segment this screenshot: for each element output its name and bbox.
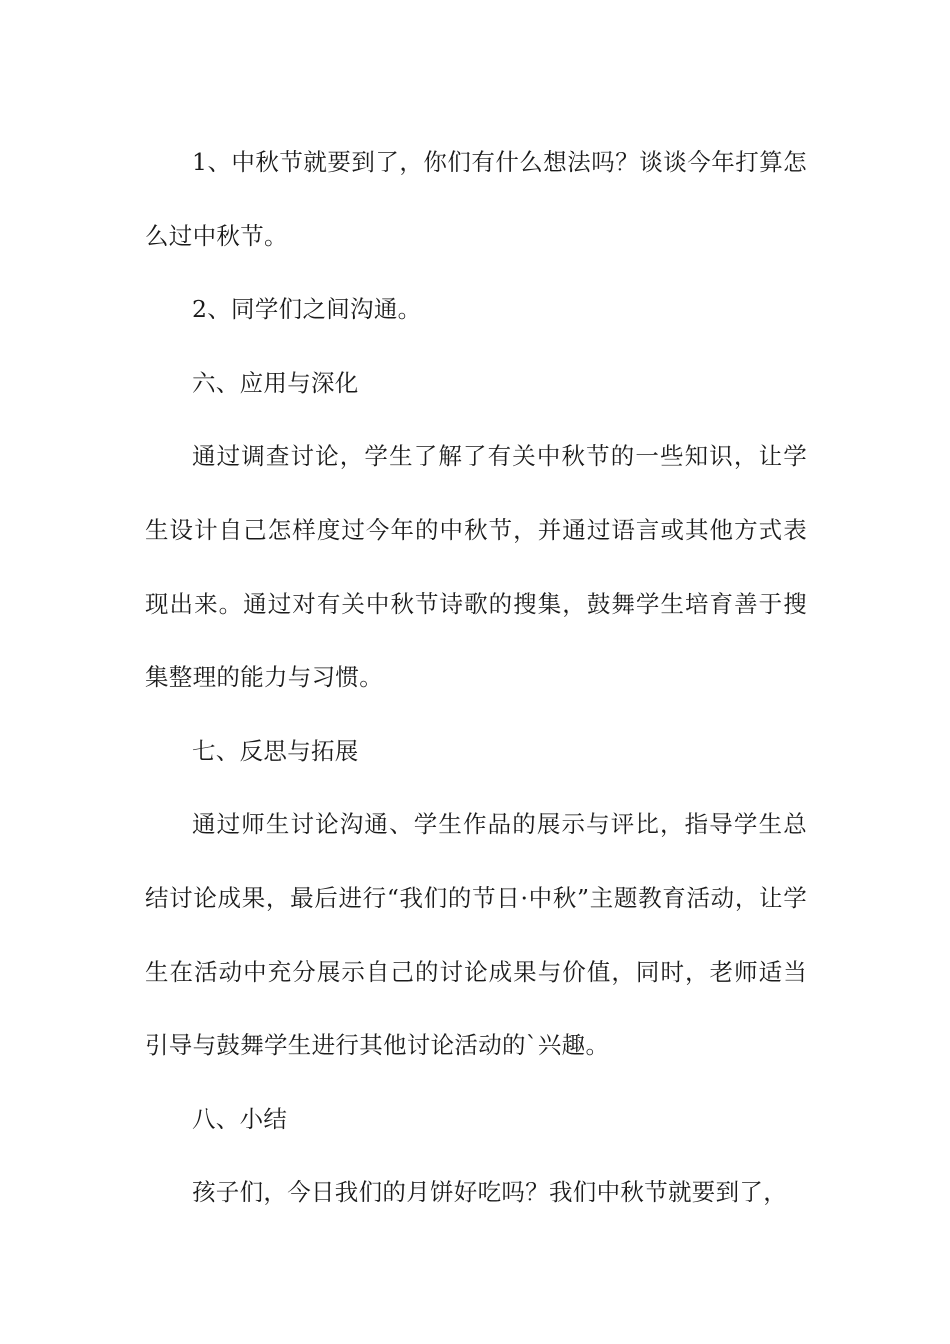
paragraph-summary: 孩子们，今日我们的月饼好吃吗？我们中秋节就要到了， xyxy=(192,1178,787,1207)
section-heading-7: 七、反思与拓展 xyxy=(192,736,359,765)
section-heading-6: 六、应用与深化 xyxy=(192,368,359,397)
paragraph-reflection: 通过师生讨论沟通、学生作品的展示与评比，指导学生总结讨论成果，最后进行“我们的节日·中秋”主题教育活动，让学生在活动中充分展示自己的讨论成果与价值，同时，老师适当引导与鼓舞学生进行其他讨论活动的`兴趣。 xyxy=(145,810,807,1060)
paragraph-item-1: 1、中秋节就要到了，你们有什么想法吗？谈谈今年打算怎么过中秋节。 xyxy=(145,148,807,250)
paragraph-item-2: 2、同学们之间沟通。 xyxy=(192,295,422,324)
document-page xyxy=(145,126,807,1230)
paragraph-application: 通过调查讨论，学生了解了有关中秋节的一些知识，让学生设计自己怎样度过今年的中秋节，并通过语言或其他方式表现出来。通过对有关中秋节诗歌的搜集，鼓舞学生培育善于搜集整理的能力与习惯。 xyxy=(145,442,807,692)
section-heading-8: 八、小结 xyxy=(192,1104,288,1133)
